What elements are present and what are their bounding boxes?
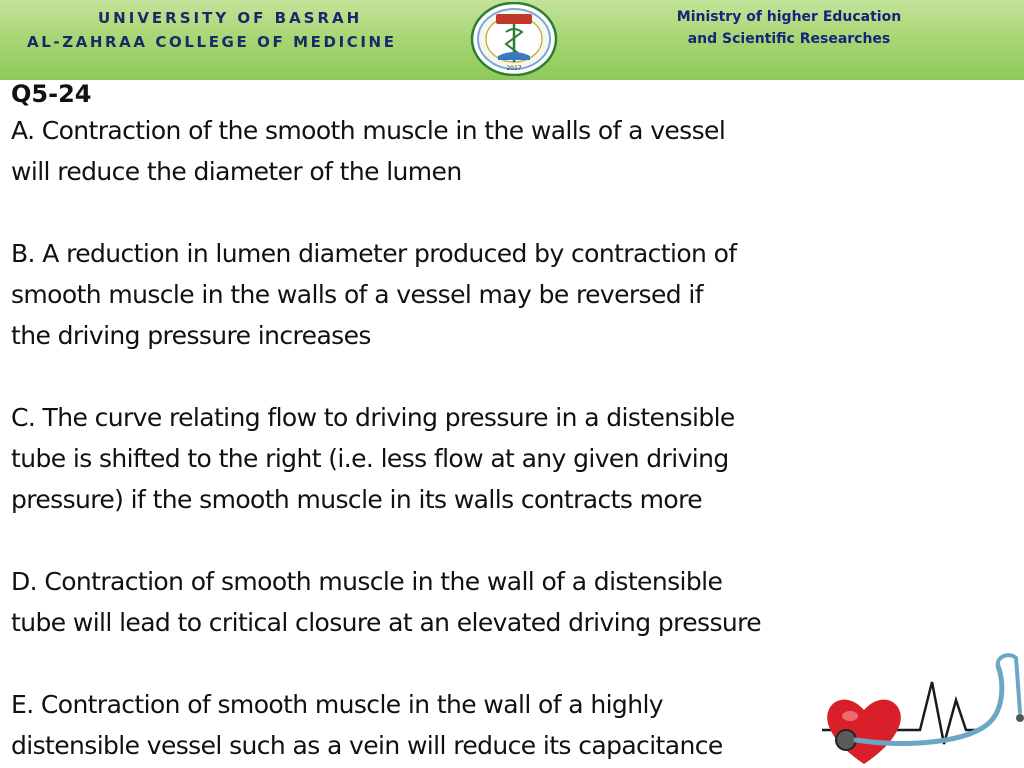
option-line: C. The curve relating flow to driving pressure in a distensible	[11, 403, 735, 432]
ministry-line-2: and Scientific Researches	[687, 31, 891, 47]
option-line: B. A reduction in lumen diameter produced by contraction of	[11, 239, 737, 268]
question-title: Q5-24	[11, 80, 92, 108]
option-line: tube is shifted to the right (i.e. less flow at any given driving	[11, 444, 729, 473]
ministry-name	[650, 6, 928, 50]
option-line: D. Contraction of smooth muscle in the wall of a distensible	[11, 567, 723, 596]
option-line: tube will lead to critical closure at an elevated driving pressure	[11, 608, 762, 637]
option-a	[11, 110, 911, 192]
question-content	[11, 75, 911, 766]
option-e	[11, 684, 911, 766]
option-c	[11, 397, 911, 520]
option-line: will reduce the diameter of the lumen	[11, 157, 462, 186]
option-line: E. Contraction of smooth muscle in the wall of a highly	[11, 690, 663, 719]
option-line: the driving pressure increases	[11, 321, 371, 350]
college-name: AL-ZAHRAA COLLEGE OF MEDICINE	[27, 33, 397, 51]
seal-year: 2017	[506, 65, 522, 72]
option-b	[11, 233, 911, 356]
option-d	[11, 561, 911, 643]
ministry-line-1: Ministry of higher Education	[676, 9, 902, 25]
option-line: pressure) if the smooth muscle in its walls contracts more	[11, 485, 703, 514]
option-line: A. Contraction of the smooth muscle in the walls of a vessel	[11, 116, 726, 145]
option-line: smooth muscle in the walls of a vessel may be reversed if	[11, 280, 703, 309]
college-seal-icon	[470, 2, 558, 76]
header-banner	[0, 0, 1024, 80]
heart-stethoscope-icon	[820, 652, 1024, 768]
university-name: UNIVERSITY OF BASRAH	[98, 9, 363, 27]
option-line: distensible vessel such as a vein will reduce its capacitance	[11, 731, 723, 760]
